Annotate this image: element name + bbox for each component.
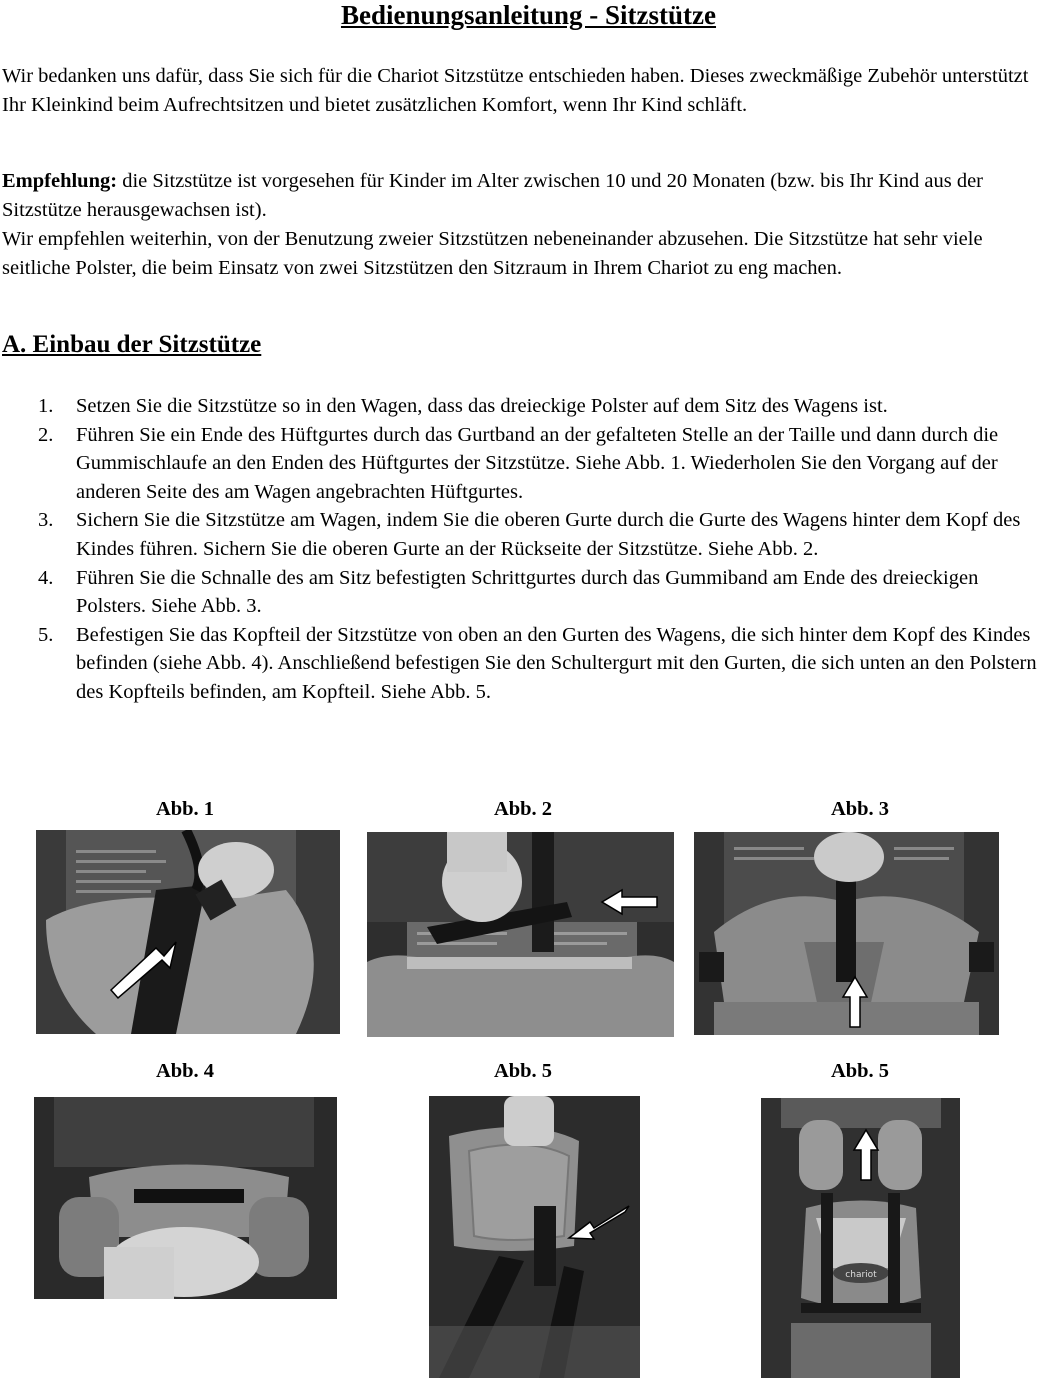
chariot-logo-text: chariot: [845, 1270, 877, 1280]
step-item: [0, 421, 1052, 507]
step-number: 3.: [38, 509, 54, 532]
step-text: Befestigen Sie das Kopfteil der Sitzstütze von oben an den Gurten des Wagens, die sich hinter dem Kopf des Kindes befinden (siehe Abb. 4). Anschließend befestigen Sie den Schultergurt mit den Gurten, die sich unten an den Polstern des Kopfteils befinden, am Kopfteil. Siehe Abb. 5.: [76, 623, 1037, 703]
step-text: Sichern Sie die Sitzstütze am Wagen, indem Sie die oberen Gurte durch die Gurte des Wagens hinter dem Kopf des Kindes führen. Sichern Sie die oberen Gurte an der Rückseite der Sitzstütze. Siehe Abb. 2.: [76, 509, 1021, 560]
recommendation-paragraph: [2, 167, 1055, 283]
figure-1-photo: [36, 830, 340, 1034]
step-number: 4.: [38, 566, 54, 589]
figure-caption-5: Abb. 5: [493, 1060, 553, 1082]
figure-caption-1: Abb. 1: [155, 798, 215, 820]
recommendation-text: die Sitzstütze ist vorgesehen für Kinder im Alter zwischen 10 und 20 Monaten (bzw. bis Ihr Kind aus der Sitzstütze herausgewachsen ist).: [2, 170, 983, 221]
step-item: [0, 392, 1052, 421]
installation-steps: [0, 392, 1052, 707]
section-a-heading: A. Einbau der Sitzstütze: [2, 331, 262, 358]
intro-paragraph: Wir bedanken uns dafür, dass Sie sich für die Chariot Sitzstütze entschieden haben. Dieses zweckmäßige Zubehör unterstützt Ihr Kleinkind beim Aufrechtsitzen und bietet zusätzlichen Komfort, wenn Ihr Kind schläft.: [2, 65, 1029, 116]
figure-caption-3: Abb. 3: [830, 798, 890, 820]
figure-caption-4: Abb. 4: [155, 1060, 215, 1082]
figure-5b-photo: [761, 1098, 960, 1378]
step-number: 2.: [38, 423, 54, 446]
step-item: [0, 564, 1052, 621]
step-number: 5.: [38, 623, 54, 646]
step-text: Führen Sie die Schnalle des am Sitz befestigten Schrittgurtes durch das Gummiband am Ende des dreieckigen Polsters. Siehe Abb. 3.: [76, 566, 979, 618]
step-item: [0, 621, 1052, 707]
figure-caption-6: Abb. 5: [830, 1060, 890, 1082]
step-item: [0, 506, 1052, 563]
page-title: Bedienungsanleitung - Sitzstütze: [340, 0, 717, 30]
figure-5a-photo: [429, 1096, 640, 1378]
figure-caption-2: Abb. 2: [493, 798, 553, 820]
figure-2-photo: [367, 832, 674, 1037]
recommendation-text-2: Wir empfehlen weiterhin, von der Benutzung zweier Sitzstützen nebeneinander abzusehen. Die Sitzstütze hat sehr viele seitliche Polster, die beim Einsatz von zwei Sitzstützen den Sitzraum in Ihrem Chariot zu eng machen.: [2, 228, 983, 279]
recommendation-label: Empfehlung:: [2, 170, 118, 192]
step-number: 1.: [38, 395, 54, 417]
step-text: Setzen Sie die Sitzstütze so in den Wagen, dass das dreieckige Polster auf dem Sitz des Wagens ist.: [76, 395, 888, 417]
figure-3-photo: [694, 832, 999, 1035]
step-text: Führen Sie ein Ende des Hüftgurtes durch das Gurtband an der gefalteten Stelle an der Taille und dann durch die Gummischlaufe an den Enden des Hüftgurtes der Sitzstütze. Siehe Abb. 1. Wiederholen Sie den Vorgang auf der anderen Seite des am Wagen angebrachten Hüftgurtes.: [76, 423, 999, 503]
figure-4-photo: [34, 1097, 337, 1299]
